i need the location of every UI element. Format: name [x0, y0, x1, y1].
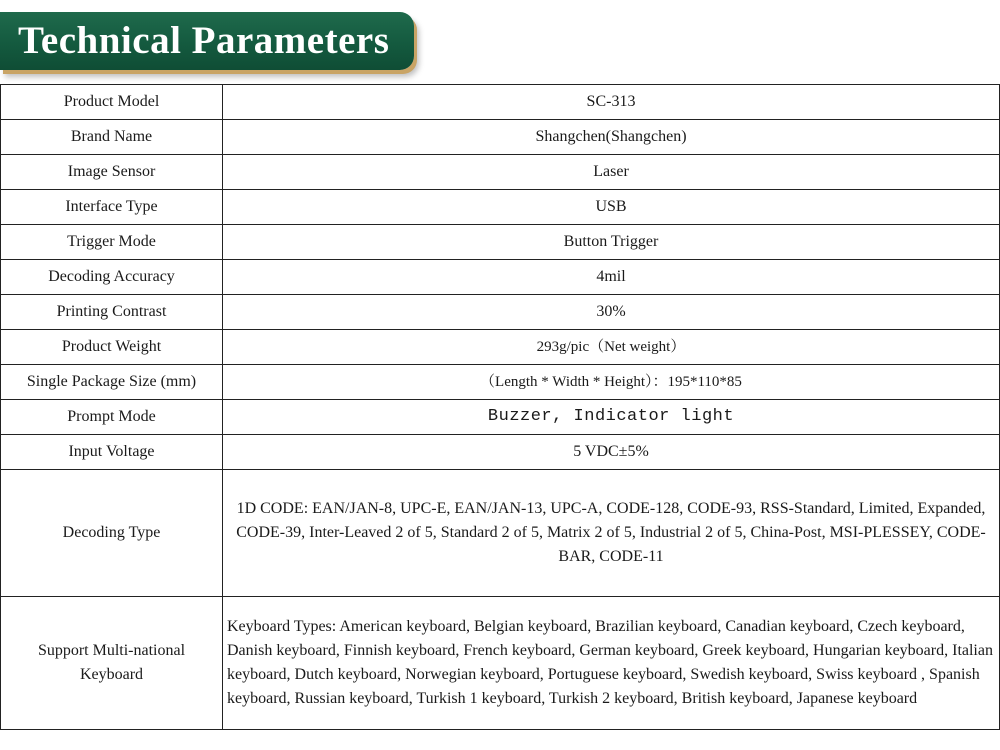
spec-table: [0, 84, 1000, 730]
table-row: [1, 155, 1000, 190]
spec-value: 5 VDC±5%: [223, 435, 1000, 470]
spec-label: Single Package Size (mm): [1, 365, 223, 400]
spec-value: Shangchen(Shangchen): [223, 120, 1000, 155]
spec-value: Laser: [223, 155, 1000, 190]
table-row: [1, 190, 1000, 225]
spec-value: 4mil: [223, 260, 1000, 295]
table-row: [1, 400, 1000, 435]
spec-value: Keyboard Types: American keyboard, Belgian keyboard, Brazilian keyboard, Canadian keyboard, Czech keyboard, Danish keyboard, Finnish keyboard, French keyboard, German keyboard, Greek keyboard, Hungarian keyboard, Italian keyboard, Dutch keyboard, Norwegian keyboard, Portuguese keyboard, Swedish keyboard, Swiss keyboard , Spanish keyboard, Russian keyboard, Turkish 1 keyboard, Turkish 2 keyboard, British keyboard, Japanese keyboard: [223, 597, 1000, 730]
section-banner: [0, 12, 414, 70]
table-row: [1, 470, 1000, 597]
spec-label: Support Multi-national Keyboard: [1, 597, 223, 730]
spec-value: USB: [223, 190, 1000, 225]
table-row: [1, 330, 1000, 365]
spec-label: Decoding Type: [1, 470, 223, 597]
spec-label: Trigger Mode: [1, 225, 223, 260]
spec-label: Product Model: [1, 85, 223, 120]
table-row: [1, 85, 1000, 120]
spec-label: Prompt Mode: [1, 400, 223, 435]
table-row: [1, 365, 1000, 400]
table-row: [1, 435, 1000, 470]
table-row: [1, 597, 1000, 730]
table-row: [1, 260, 1000, 295]
table-row: [1, 225, 1000, 260]
spec-label: Input Voltage: [1, 435, 223, 470]
spec-value: （Length * Width * Height）：195*110*85: [223, 365, 1000, 400]
table-row: [1, 120, 1000, 155]
spec-value: SC-313: [223, 85, 1000, 120]
spec-value: 1D CODE: EAN/JAN-8, UPC-E, EAN/JAN-13, UPC-A, CODE-128, CODE-93, RSS-Standard, Limited, Expanded, CODE-39, Inter-Leaved 2 of 5, Standard 2 of 5, Matrix 2 of 5, Industrial 2 of 5, China-Post, MSI-PLESSEY, CODE-BAR, CODE-11: [223, 470, 1000, 597]
spec-value: 293g/pic（Net weight）: [223, 330, 1000, 365]
spec-value: Buzzer, Indicator light: [223, 400, 1000, 435]
spec-value: 30%: [223, 295, 1000, 330]
spec-label: Brand Name: [1, 120, 223, 155]
spec-value: Button Trigger: [223, 225, 1000, 260]
table-row: [1, 295, 1000, 330]
spec-label: Product Weight: [1, 330, 223, 365]
spec-label: Image Sensor: [1, 155, 223, 190]
spec-label: Printing Contrast: [1, 295, 223, 330]
page-title: Technical Parameters: [18, 19, 390, 62]
spec-label: Decoding Accuracy: [1, 260, 223, 295]
spec-label: Interface Type: [1, 190, 223, 225]
